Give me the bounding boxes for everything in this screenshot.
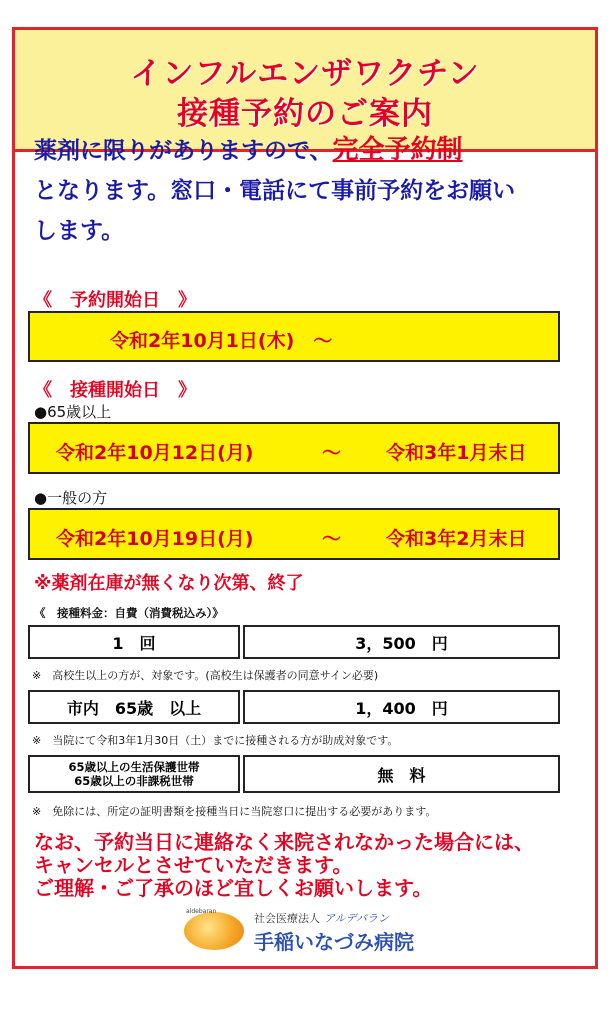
logo-org-name: アルデバラン — [324, 912, 389, 925]
elderly-label: ●65歳以上 — [34, 403, 112, 421]
title-line-2: 接種予約のご案内 — [177, 96, 433, 132]
elderly-tilde: ～ — [322, 442, 342, 464]
logo-hospital-name: 手稲いなづみ病院 — [254, 930, 414, 954]
general-tilde: ～ — [322, 528, 342, 550]
vaccination-start-heading: 《 接種開始日 》 — [34, 380, 196, 401]
intro-line3: します。 — [34, 218, 125, 244]
closing-line-1: なお、予約当日に連絡なく来院されなかった場合には、 — [34, 830, 534, 854]
logo-org-type: 社会医療法人 — [254, 912, 320, 925]
hospital-logo — [180, 908, 460, 956]
fee-row3-label-2: 65歳以上の非課税世帯 — [74, 774, 194, 788]
fee-row2-value: 1，400 円 — [243, 690, 560, 724]
reservation-start-date: 令和2年10月1日(木) ～ — [110, 330, 333, 352]
fee-heading: 《 接種料金：自費（消費税込み）》 — [34, 606, 224, 620]
title-line-1: インフルエンザワクチン — [130, 56, 480, 92]
fee-row1-value: 3，500 円 — [243, 625, 560, 659]
full-reservation-emphasis: 完全予約制 — [332, 135, 463, 165]
intro-line2: となります。窓口・電話にて事前予約をお願い — [34, 178, 516, 204]
closing-message — [34, 831, 594, 900]
intro-text — [34, 130, 574, 251]
fee-row-elderly — [28, 690, 560, 724]
closing-line-2: キャンセルとさせていただきます。 — [34, 853, 353, 877]
intro-line1-prefix: 薬剤に限りがありますので、 — [34, 138, 333, 164]
elderly-from: 令和2年10月12日(月) — [56, 442, 254, 464]
fee-note-1: ※ 高校生以上の方が、対象です。(高校生は保護者の同意サイン必要) — [32, 669, 379, 682]
reservation-start-bar — [28, 311, 560, 362]
logo-mark-icon — [184, 912, 244, 950]
reservation-start-heading: 《 予約開始日 》 — [34, 290, 196, 311]
fee-row3-label — [28, 755, 240, 793]
general-period-bar — [28, 508, 560, 560]
fee-row3-value: 無 料 — [243, 755, 560, 793]
elderly-to: 令和3年1月末日 — [386, 442, 527, 464]
general-from: 令和2年10月19日(月) — [56, 528, 254, 550]
fee-row1-label: 1 回 — [28, 625, 240, 659]
logo-small-english: aldebaran — [186, 908, 217, 915]
fee-row3-label-1: 65歳以上の生活保護世帯 — [68, 760, 200, 774]
fee-note-3: ※ 免除には、所定の証明書類を接種当日に当院窓口に提出する必要があります。 — [32, 805, 437, 818]
fee-row-standard — [28, 625, 560, 659]
fee-row2-label: 市内 65歳 以上 — [28, 690, 240, 724]
closing-line-3: ご理解・ご了承のほど宜しくお願いします。 — [34, 876, 433, 900]
general-to: 令和3年2月末日 — [386, 528, 527, 550]
fee-note-2: ※ 当院にて令和3年1月30日（土）までに接種される方が助成対象です。 — [32, 734, 399, 747]
fee-row-exempt — [28, 755, 560, 793]
elderly-period-bar — [28, 422, 560, 474]
stock-warning: ※薬剤在庫が無くなり次第、終了 — [34, 573, 304, 594]
general-label: ●一般の方 — [34, 489, 108, 507]
logo-organization — [254, 910, 389, 926]
